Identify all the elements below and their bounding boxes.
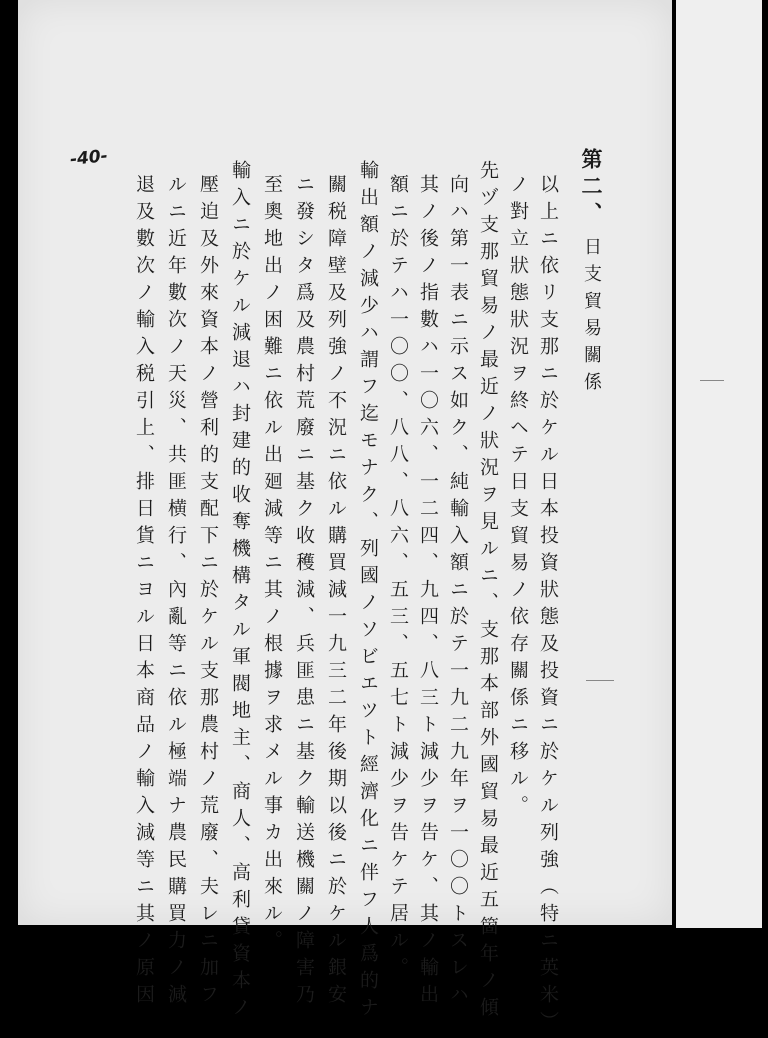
section-number: 第二、 [579,148,604,229]
text-column: 關税障壁及列強ノ不況ニ依ル購買減一九三二年後期以後ニ於ケル銀安 [325,174,347,1011]
text-column: 輸出額ノ減少ハ謂フ迄モナク、列國ノソビエツト經濟化ニ伴フ人爲的ナ [357,160,379,1024]
margin-mark [700,380,724,384]
adjacent-page-edge [676,0,762,928]
text-column: 輸入ニ於ケル減退ハ封建的收奪機構タル軍閥地主、商人、高利貸資本ノ [229,160,251,1024]
section-title: 日支貿易關係 [581,237,602,399]
text-column: ニ發シタ爲及農村荒廢ニ基ク收穫減、兵匪患ニ基ク輸送機關ノ障害乃 [293,174,315,1011]
text-column: 退及數次ノ輸入税引上、排日貨ニヨル日本商品ノ輸入減等ニ其ノ原因 [133,174,155,1011]
text-column: 以上ニ依リ支那ニ於ケル日本投資狀態及投資ニ於ケル列強（特ニ英米） [537,174,559,1038]
text-column: ノ對立狀態狀況ヲ終ヘテ日支貿易ノ依存關係ニ移ル。 [507,174,529,822]
text-column: ルニ近年數次ノ天災、共匪横行、內亂等ニ依ル極端ナ農民購買力ノ減 [165,174,187,1011]
text-column: 其ノ後ノ指數ハ一〇六、一二四、九四、八三ト減少ヲ告ケ、其ノ輸出 [417,174,439,1011]
page-number: -40- [69,146,109,170]
text-column: 額ニ於テハ一〇〇、八八、八六、五三、五七ト減少ヲ告ケテ居ル。 [387,174,409,984]
text-column: 至奧地出ノ困難ニ依ル出廻減等ニ其ノ根據ヲ求メル事カ出來ル。 [261,174,283,957]
section-heading [576,148,606,399]
document-page [18,0,672,1038]
text-column: 先ヅ支那貿易ノ最近ノ狀況ヲ見ルニ、支那本部外國貿易最近五箇年ノ傾 [477,160,499,1024]
text-column: 向ハ第一表ニ示ス如ク、純輸入額ニ於テ一九二九年ヲ一〇〇トスレハ [447,174,469,1011]
text-column: 壓迫及外來資本ノ營利的支配下ニ於ケル支那農村ノ荒廢、夫レニ加フ [197,174,219,1011]
margin-mark [586,680,614,681]
